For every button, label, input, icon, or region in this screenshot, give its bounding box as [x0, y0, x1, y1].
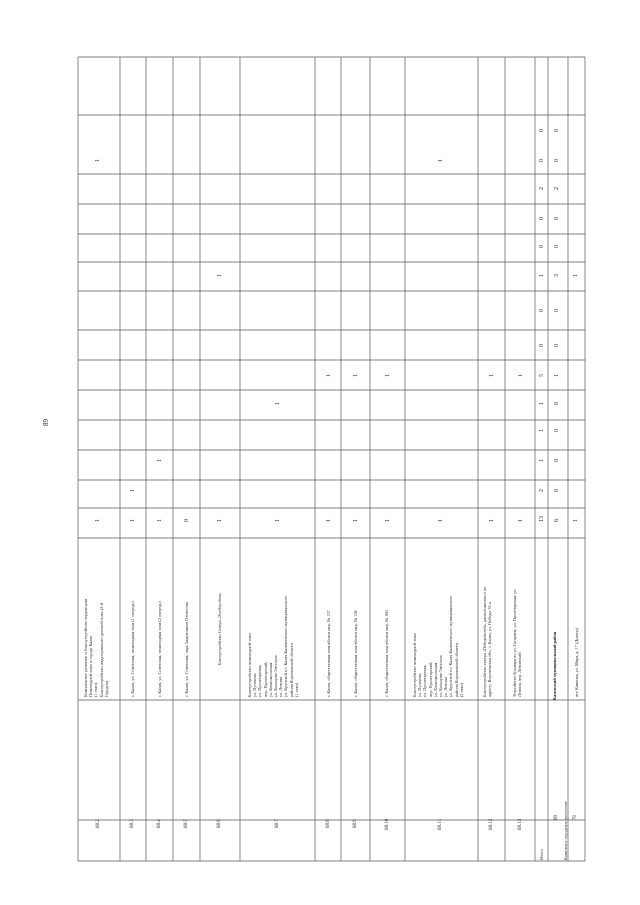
row-code-68-3: 68.3: [130, 819, 135, 828]
row-desc-68-9: г. Калач, общественная зона вблизи мкр. № 156: [353, 610, 358, 697]
total-b-7: 0: [554, 309, 560, 312]
count-68-13: 1: [518, 519, 524, 522]
count-68-6: 1: [217, 519, 223, 522]
row-code-70: 70: [573, 815, 578, 820]
count-68-3: 1: [130, 519, 136, 522]
row-desc-68-7: Благоустройство пешеходной зоны ул. Пугачева, ул. Пролетарская, пер. Пролетарский, ул. Комсомольская ул. Кольцова-Энгельса ул. Ленина ул. Крупской в г. Калач Калачеевского муниципального района Воронежской области (1 этап): [247, 595, 299, 697]
total-b-11: 2: [554, 187, 560, 190]
row-code-68-8: 68.8: [326, 819, 331, 828]
mark-cell: 1: [385, 374, 391, 377]
row-desc-68-4: г. Калач, ул. Советская, пешеходная зона (2 очередь): [157, 601, 162, 697]
count-68-2: 1: [95, 519, 101, 522]
mark-cell: 1: [130, 489, 136, 492]
row-code-68-12: 68.12: [489, 818, 494, 830]
total-b-1: 0: [554, 489, 560, 492]
total-a-11: 2: [539, 187, 545, 190]
mark-cell: 1: [518, 374, 524, 377]
row-desc-68-11: Благоустройство пешеходной зоны ул. Пугачева, ул. Пролетарская, пер. Пролетарский, ул. Комсомольская ул. Кольцова-Энгельса ул. Ленина ул. Крупской в г. Калач Калачеевского муниципального района Воронежской области (2 этап): [412, 595, 464, 697]
total-b-6: 0: [554, 344, 560, 347]
mark-cell: 1: [353, 374, 359, 377]
mark-cell: 1: [95, 159, 101, 162]
mark-cell: 1: [157, 459, 163, 462]
total-a-13: 0: [539, 129, 545, 132]
total-a-6: 0: [539, 344, 545, 347]
kamenka-district-label: Каменский муниципальный район: [552, 631, 557, 700]
row-desc-68-8: г. Калач, общественная зона вблизи мкр. № 137: [326, 610, 331, 697]
total-b-3: 0: [554, 429, 560, 432]
row-desc-68-3: г. Калач, ул. Советская, пешеходная зона (1 очередь): [130, 601, 135, 697]
total-b-9: 0: [554, 245, 560, 248]
count-68-12: 1: [489, 519, 495, 522]
count-68-7: 1: [275, 519, 281, 522]
total-b-10: 0: [554, 217, 560, 220]
mark-cell: 1: [217, 274, 223, 277]
count-68-10: 1: [385, 519, 391, 522]
count-68-11: 1: [438, 519, 444, 522]
total-a-2: 1: [539, 459, 545, 462]
row-code-68-10: 68.10: [385, 818, 390, 830]
total-a-5: 5: [539, 374, 545, 377]
total-a-10: 0: [539, 217, 545, 220]
row-desc-68-13: Устройство бульвара по ул. Гагарина, ул. Пролетарская, ул. Ленина, пер. Ленинский: [512, 588, 523, 697]
total-a-4: 1: [539, 402, 545, 405]
total-a-3: 1: [539, 429, 545, 432]
total-b-13: 0: [554, 129, 560, 132]
total-b-2: 0: [554, 459, 560, 462]
row-desc-68-10: г. Калач, общественная зона вблизи мкр. № 160: [384, 610, 389, 697]
kamenka-settlement-label: Каменское городское поселение: [563, 801, 568, 860]
row-code-69: 69: [554, 815, 559, 820]
total-b-0: 6: [554, 519, 560, 522]
total-a-12: 0: [539, 159, 545, 162]
kamenka-address: пгт Каменка, ул. Мира, д. 17 (Доктор): [574, 627, 579, 697]
mark-cell: 1: [326, 374, 332, 377]
kamenka-count: 1: [573, 519, 579, 522]
itogo-label: Итого: [539, 849, 544, 860]
total-b-8: 3: [554, 274, 560, 277]
total-a-1: 2: [539, 489, 545, 492]
count-68-8: 1: [326, 519, 332, 522]
total-b-4: 0: [554, 402, 560, 405]
mark-cell: 1: [573, 274, 579, 277]
mark-cell: 1: [275, 402, 281, 405]
count-68-4: 1: [157, 519, 163, 522]
total-a-9: 0: [539, 245, 545, 248]
row-desc-68-2: Комплексное развитие и благоустройство территории Пешеходной зоны в городе Калач (1 этап). Благоустройство индустриально-деловой зоны (2-й Городок): [83, 598, 109, 697]
row-code-68-2: 68.2: [96, 819, 101, 828]
mark-cell: 1: [438, 159, 444, 162]
total-a-0: 13: [539, 516, 545, 522]
total-b-5: 1: [554, 374, 560, 377]
row-code-68-5: 68.5: [184, 819, 189, 828]
row-code-68-11: 68.11: [438, 818, 443, 830]
row-code-68-13: 68.13: [518, 818, 523, 830]
page-number: 89: [42, 419, 50, 426]
row-desc-68-6: Благоустройство Сквера «Хлеборобов»: [217, 592, 222, 665]
row-code-68-9: 68.9: [353, 819, 358, 828]
row-desc-68-5: г. Калач, ул. Советская, парк Защитников Отечества: [184, 602, 189, 697]
row-desc-68-12: Благоустройство сквера «Победителей», расположенного по адресу: Воронежская обл., г. Калач, ул. Победы 35 а: [482, 586, 493, 697]
count-68-5: 0: [184, 519, 190, 522]
total-b-12: 0: [554, 159, 560, 162]
mark-cell: 1: [489, 374, 495, 377]
row-code-68-4: 68.4: [157, 819, 162, 828]
total-a-8: 1: [539, 274, 545, 277]
count-68-9: 1: [353, 519, 359, 522]
total-a-7: 0: [539, 309, 545, 312]
row-code-68-7: 68.7: [275, 819, 280, 828]
row-code-68-6: 68.6: [217, 819, 222, 828]
